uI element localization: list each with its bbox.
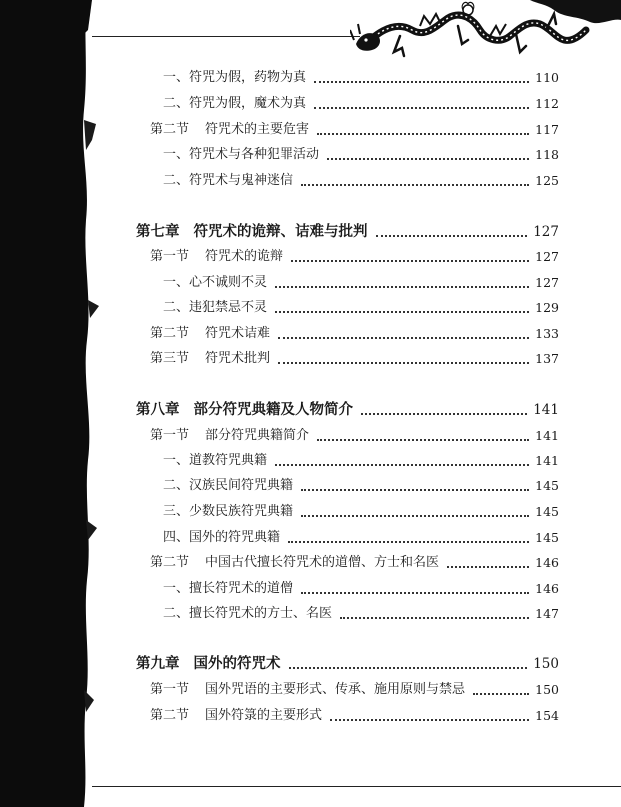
toc-entry-title — [163, 604, 332, 624]
dot-leader — [314, 107, 529, 109]
toc-entry-title — [136, 222, 368, 242]
dot-leader — [376, 235, 528, 237]
toc-entry-item — [163, 451, 559, 471]
dot-leader — [278, 362, 529, 364]
toc-entry-page: 125 — [535, 173, 559, 188]
toc-entry-item — [163, 94, 559, 114]
toc-entry-item — [163, 298, 559, 318]
toc-entry-page: 141 — [535, 428, 559, 443]
toc-entry-text: 符咒术诘难 — [205, 326, 271, 341]
toc-entry-item — [163, 171, 559, 191]
toc-entry-page: 127 — [535, 249, 559, 264]
toc-entry-item — [163, 579, 559, 599]
dot-leader — [301, 489, 529, 491]
toc-entry-text: 部分符咒典籍及人物简介 — [193, 401, 353, 418]
toc-entry-title — [163, 528, 280, 548]
toc-entry-text: 国外符箓的主要形式 — [205, 708, 323, 723]
toc-entry-section — [150, 426, 559, 446]
toc-entry-chapter — [136, 654, 559, 674]
toc-entry-chapter — [136, 400, 559, 420]
toc-entry-label: 第二节 — [150, 708, 190, 723]
dot-leader — [288, 541, 529, 543]
dot-leader — [330, 719, 529, 721]
toc-entry-page: 112 — [535, 96, 559, 111]
toc-entry-label: 第一节 — [150, 428, 190, 443]
toc-entry-text: 符咒术的主要危害 — [205, 122, 310, 137]
dot-leader — [317, 133, 529, 135]
toc-entry-page: 150 — [535, 682, 559, 697]
dot-leader — [291, 260, 529, 262]
toc-entry-page: 127 — [533, 224, 559, 240]
toc-entry-page: 141 — [533, 402, 559, 418]
toc-entry-page: 127 — [535, 275, 559, 290]
toc-entry-section — [150, 247, 559, 267]
toc-entry-title — [163, 273, 267, 293]
toc-entry-label: 第八章 — [136, 401, 180, 418]
toc-entry-page: 145 — [535, 478, 559, 493]
toc-entry-title — [163, 298, 267, 318]
toc-entry-title — [163, 579, 293, 599]
toc-entry-page: 154 — [535, 708, 559, 723]
toc-entry-text: 二、符咒为假，魔术为真 — [163, 96, 307, 111]
toc-entry-item — [163, 502, 559, 522]
toc-entry-page: 145 — [535, 530, 559, 545]
toc-entry-text: 符咒术批判 — [205, 351, 271, 366]
dot-leader — [340, 617, 529, 619]
dot-leader — [275, 311, 529, 313]
toc-entry-label: 第一节 — [150, 682, 190, 697]
dot-leader — [327, 158, 529, 160]
toc-entry-section — [150, 706, 559, 726]
toc-entry-title — [150, 324, 270, 344]
toc-entry-title — [163, 145, 319, 165]
toc-entry-page: 129 — [535, 300, 559, 315]
toc-entry-text: 一、心不诚则不灵 — [163, 275, 268, 290]
toc-entry-text: 符咒术的诡辩、诘难与批判 — [193, 223, 368, 240]
toc-entry-chapter — [136, 222, 559, 242]
toc-entry-title — [150, 426, 309, 446]
toc-entry-text: 二、擅长符咒术的方士、名医 — [163, 606, 333, 621]
toc-entry-title — [150, 553, 439, 573]
toc-entry-item — [163, 145, 559, 165]
toc-entry-section — [150, 553, 559, 573]
toc-entry-text: 一、擅长符咒术的道僧 — [163, 581, 294, 596]
toc-entry-item — [163, 476, 559, 496]
toc-entry-text: 国外咒语的主要形式、传承、施用原则与禁忌 — [205, 682, 466, 697]
dot-leader — [473, 693, 529, 695]
toc-entry-page: 141 — [535, 453, 559, 468]
toc-entry-section — [150, 680, 559, 700]
toc-entry-label: 第一节 — [150, 249, 190, 264]
toc-entry-page: 117 — [535, 122, 559, 137]
toc-entry-label: 第七章 — [136, 223, 180, 240]
toc-entry-item — [163, 68, 559, 88]
toc-entry-page: 110 — [535, 70, 559, 85]
toc-entry-label: 第二节 — [150, 555, 190, 570]
toc-entry-title — [150, 247, 283, 267]
dot-leader — [275, 286, 529, 288]
dot-leader — [289, 667, 528, 669]
toc-entry-page: 146 — [535, 555, 559, 570]
toc-entry-title — [163, 94, 306, 114]
dot-leader — [301, 184, 529, 186]
toc-entry-text: 二、汉族民间符咒典籍 — [163, 478, 294, 493]
toc-entry-page: 146 — [535, 581, 559, 596]
toc-entry-title — [150, 680, 465, 700]
toc-entry-text: 二、违犯禁忌不灵 — [163, 300, 268, 315]
dot-leader — [278, 337, 529, 339]
toc-entry-title — [150, 120, 309, 140]
toc-entry-title — [163, 68, 306, 88]
dot-leader — [301, 592, 529, 594]
dot-leader — [447, 566, 529, 568]
toc-entry-section — [150, 349, 559, 369]
toc-entry-text: 部分符咒典籍简介 — [205, 428, 310, 443]
toc-entry-title — [163, 171, 293, 191]
dot-leader — [275, 464, 529, 466]
toc-entry-text: 中国古代擅长符咒术的道僧、方士和名医 — [205, 555, 440, 570]
toc-entry-title — [150, 349, 270, 369]
dot-leader — [301, 515, 529, 517]
toc-entry-title — [136, 654, 281, 674]
toc-entry-page: 150 — [533, 656, 559, 672]
toc-entry-title — [150, 706, 322, 726]
toc-entry-title — [163, 476, 293, 496]
toc-entry-text: 一、符咒为假，药物为真 — [163, 70, 307, 85]
toc-entry-page: 145 — [535, 504, 559, 519]
toc-entry-page: 137 — [535, 351, 559, 366]
dot-leader — [361, 413, 527, 415]
toc-entry-label: 第三节 — [150, 351, 190, 366]
toc-entry-text: 四、国外的符咒典籍 — [163, 530, 281, 545]
toc-entry-section — [150, 324, 559, 344]
toc-entry-label: 第九章 — [136, 655, 180, 672]
dot-leader — [314, 81, 529, 83]
toc-entry-text: 一、道教符咒典籍 — [163, 453, 268, 468]
toc-entry-text: 一、符咒术与各种犯罪活动 — [163, 147, 320, 162]
toc-entry-text: 国外的符咒术 — [193, 655, 281, 672]
toc-entry-item — [163, 604, 559, 624]
toc-entry-section — [150, 120, 559, 140]
toc-entry-label: 第二节 — [150, 326, 190, 341]
toc-entry-title — [163, 451, 267, 471]
dot-leader — [317, 439, 529, 441]
toc-entry-item — [163, 273, 559, 293]
toc-entry-title — [163, 502, 293, 522]
toc-entry-text: 符咒术的诡辩 — [205, 249, 284, 264]
toc-entry-text: 二、符咒术与鬼神迷信 — [163, 173, 294, 188]
toc-entry-text: 三、少数民族符咒典籍 — [163, 504, 294, 519]
toc-entry-page: 133 — [535, 326, 559, 341]
toc-entry-page: 147 — [535, 606, 559, 621]
toc-entry-label: 第二节 — [150, 122, 190, 137]
footer-rule — [92, 786, 621, 787]
toc-entry-title — [136, 400, 353, 420]
toc-entry-item — [163, 528, 559, 548]
toc-entry-page: 118 — [535, 147, 559, 162]
